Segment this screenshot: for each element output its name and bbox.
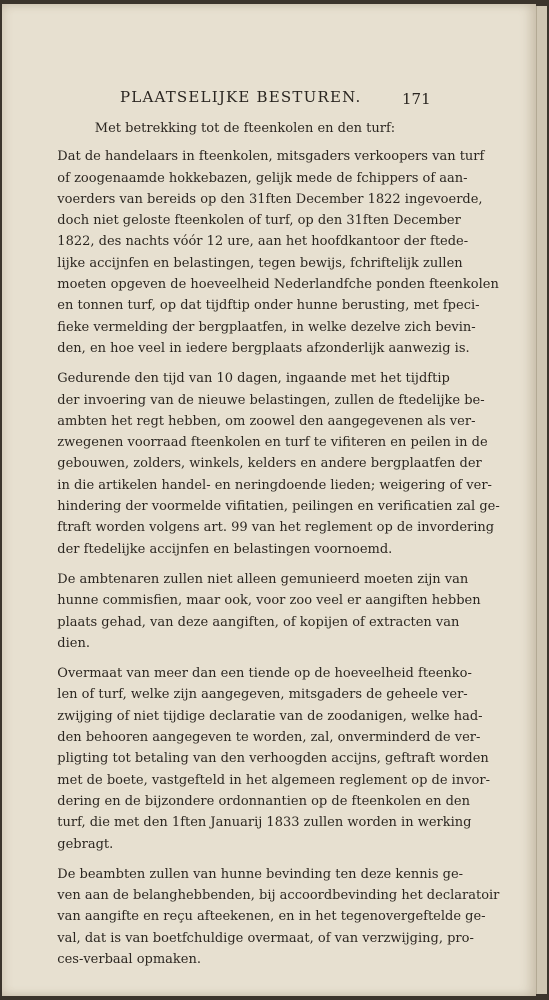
text-line: zwegenen voorraad fteenkolen en turf te vifiteren en peilen in de	[57, 435, 488, 451]
text-line: Dat de handelaars in fteenkolen, mitsgaders verkoopers van turf	[57, 149, 485, 165]
text-line: pligting tot betaling van den verhoogden accijns, geftraft worden	[57, 751, 489, 767]
text-line: len of turf, welke zijn aangegeven, mitsgaders de geheele ver-	[57, 687, 468, 703]
text-line: of zoogenaamde hokkebazen, gelijk mede de fchippers of aan-	[57, 170, 468, 186]
text-line: den, en hoe veel in iedere bergplaats afzonderlijk aanwezig is.	[57, 340, 470, 356]
text-line: zwijging of niet tijdige declaratie van de zoodanigen, welke had-	[57, 708, 483, 724]
text-line: hunne commisfien, maar ook, voor zoo veel er aangiften hebben	[57, 593, 481, 609]
page-edge	[536, 6, 547, 994]
text-line: ftraft worden volgens art. 99 van het reglement op de invordering	[57, 520, 495, 536]
text-line: turf, die met den 1ften Januarij 1833 zullen worden in werking	[57, 815, 472, 831]
text-line: dering en de bijzondere ordonnantien op de fteenkolen en den	[57, 793, 470, 809]
text-line: De beambten zullen van hunne bevinding ten deze kennis ge-	[57, 866, 464, 882]
paragraph	[56, 663, 490, 855]
text-line: fieke vermelding der bergplaatfen, in welke dezelve zich bevin-	[57, 319, 476, 335]
text-line: ces-verbaal opmaken.	[57, 951, 202, 967]
text-line: val, dat is van boetfchuldige overmaat, of van verzwijging, pro-	[57, 930, 474, 946]
text-line: De ambtenaren zullen niet alleen gemunieerd moeten zijn van	[57, 571, 469, 587]
text-line: 1822, des nachts vóór 12 ure, aan het hoofdkantoor der ftede-	[57, 234, 469, 250]
body-text	[56, 118, 500, 979]
text-line: moeten opgeven de hoeveelheid Nederlandfche ponden fteenkolen	[57, 277, 499, 293]
text-line: gebragt.	[57, 836, 114, 852]
text-line: en tonnen turf, op dat tijdftip onder hunne berusting, met fpeci-	[57, 298, 480, 314]
text-line: ven aan de belanghebbenden, bij accoordbevinding het declaratoir	[57, 888, 500, 904]
text-line: gebouwen, zolders, winkels, kelders en andere bergplaatfen der	[57, 456, 482, 472]
paragraph	[56, 146, 499, 359]
book-page	[2, 4, 536, 996]
text-line: hindering der voormelde vifitatien, peilingen en verificatien zal ge-	[57, 499, 500, 515]
text-line: met de boete, vastgefteld in het algemeen reglement op de invor-	[57, 772, 490, 788]
text-line: ambten het regt hebben, om zoowel den aangegevenen als ver-	[57, 413, 476, 429]
text-line: Gedurende den tijd van 10 dagen, ingaande met het tijdftip	[57, 371, 450, 387]
page-number: 171	[402, 90, 431, 108]
paragraph	[56, 864, 500, 970]
text-line: Overmaat van meer dan een tiende op de hoeveelheid fteenko-	[57, 666, 472, 682]
text-line: den behooren aangegeven te worden, zal, onverminderd de ver-	[57, 730, 481, 746]
running-title: PLAATSELIJKE BESTUREN.	[120, 88, 362, 106]
text-line: doch niet geloste fteenkolen of turf, op den 31ften December	[57, 213, 461, 229]
text-line: in die artikelen handel- en neringdoende lieden; weigering of ver-	[57, 477, 492, 493]
paragraph	[56, 368, 500, 560]
text-line: der ftedelijke accijnfen en belastingen voornoemd.	[57, 541, 393, 557]
text-line: van aangifte en reçu afteekenen, en in het tegenovergeftelde ge-	[57, 909, 486, 925]
text-line: der invoering van de nieuwe belastingen, zullen de ftedelijke be-	[57, 392, 485, 408]
paragraph-list	[56, 146, 500, 970]
text-line: lijke accijnfen en belastingen, tegen bewijs, fchriftelijk zullen	[57, 255, 463, 271]
text-line: dien.	[57, 635, 90, 651]
paragraph	[56, 569, 481, 654]
text-line: plaats gehad, van deze aangiften, of kopijen of extracten van	[57, 614, 460, 630]
text-line: voerders van bereids op den 31ften December 1822 ingevoerde,	[57, 191, 483, 207]
section-heading: Met betrekking tot de fteenkolen en den turf:	[94, 121, 396, 136]
